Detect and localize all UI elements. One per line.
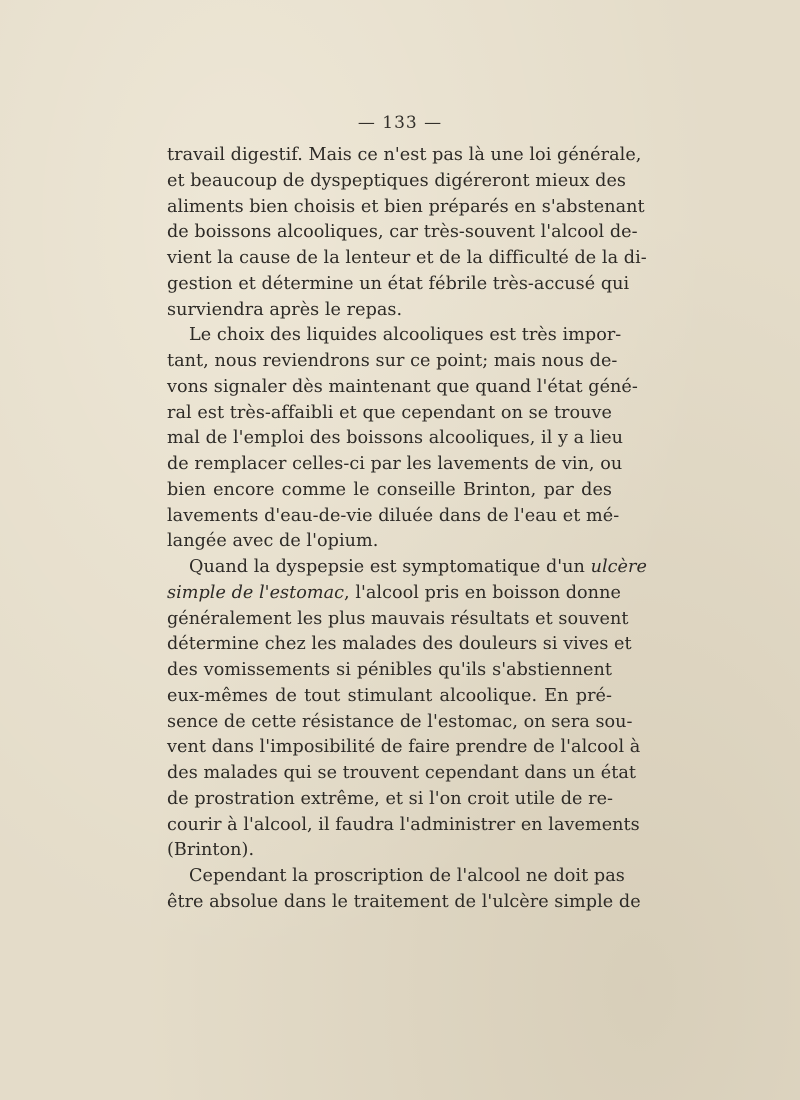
text-line: de remplacer celles-ci par les lavements de vin, ou — [167, 454, 623, 474]
text-line: détermine chez les malades des douleurs si vives et — [167, 634, 632, 655]
text-line: courir à l'alcool, il faudra l'administrer en lavements — [167, 814, 640, 835]
text-line: lavements d'eau-de-vie diluée dans de l'eau et mé- — [167, 505, 620, 526]
text-line: travail digestif. Mais ce n'est pas là une loi générale, — [167, 145, 642, 165]
page-number: — 133 — — [357, 113, 443, 133]
text-line: (Brinton). — [167, 840, 255, 861]
text-line: de prostration extrême, et si l'on croit utile de re- — [167, 788, 614, 809]
text-line: des malades qui se trouvent cependant dans un état — [167, 763, 636, 783]
text-line — [167, 581, 621, 607]
text-line: Le choix des liquides alcooliques est très impor- — [189, 325, 622, 346]
text-run: Quand la dyspepsie est symptomatique d'un — [189, 557, 591, 577]
text-line: généralement les plus mauvais résultats et souvent — [167, 608, 629, 629]
text-line: vent dans l'imposibilité de faire prendre de l'alcool à — [167, 737, 641, 758]
paragraph — [167, 143, 647, 323]
text-line: ral est très-affaibli et que cependant on se trouve — [167, 402, 612, 423]
text-line: langée avec de l'opium. — [167, 531, 379, 552]
text-line — [167, 555, 647, 581]
text-line: eux-mêmes de tout stimulant alcoolique. En pré- — [167, 685, 612, 706]
body-text — [167, 143, 647, 916]
text-line: gestion et détermine un état fébrile très-accusé qui — [167, 273, 630, 294]
text-line: et beaucoup de dyspeptiques digéreront mieux des — [167, 170, 627, 191]
text-line: être absolue dans le traitement de l'ulcère simple de — [167, 891, 641, 912]
text-run: , l'alcool pris en boisson donne — [344, 582, 621, 603]
text-line: aliments bien choisis et bien préparés en s'abstenant — [167, 196, 645, 217]
paragraph — [167, 323, 638, 555]
text-line: vons signaler dès maintenant que quand l'état géné- — [167, 376, 638, 397]
paragraph — [167, 864, 641, 916]
text-line: des vomissements si pénibles qu'ils s'abstiennent — [167, 660, 612, 680]
text-line: sence de cette résistance de l'estomac, on sera sou- — [167, 711, 633, 732]
text-line: Cependant la proscription de l'alcool ne doit pas — [189, 866, 625, 886]
italic-text: simple de l'estomac — [167, 582, 345, 603]
text-line: tant, nous reviendrons sur ce point; mais nous de- — [167, 351, 618, 371]
text-line: de boissons alcooliques, car très-souvent l'alcool de- — [167, 222, 638, 243]
text-line: bien encore comme le conseille Brinton, par des — [167, 479, 612, 500]
text-line: mal de l'emploi des boissons alcooliques, il y a lieu — [167, 428, 624, 449]
italic-text: ulcère — [590, 557, 647, 577]
paragraph — [167, 555, 647, 864]
text-line: vient la cause de la lenteur et de la difficulté de la di- — [167, 248, 647, 268]
text-line: surviendra après le repas. — [167, 299, 403, 320]
